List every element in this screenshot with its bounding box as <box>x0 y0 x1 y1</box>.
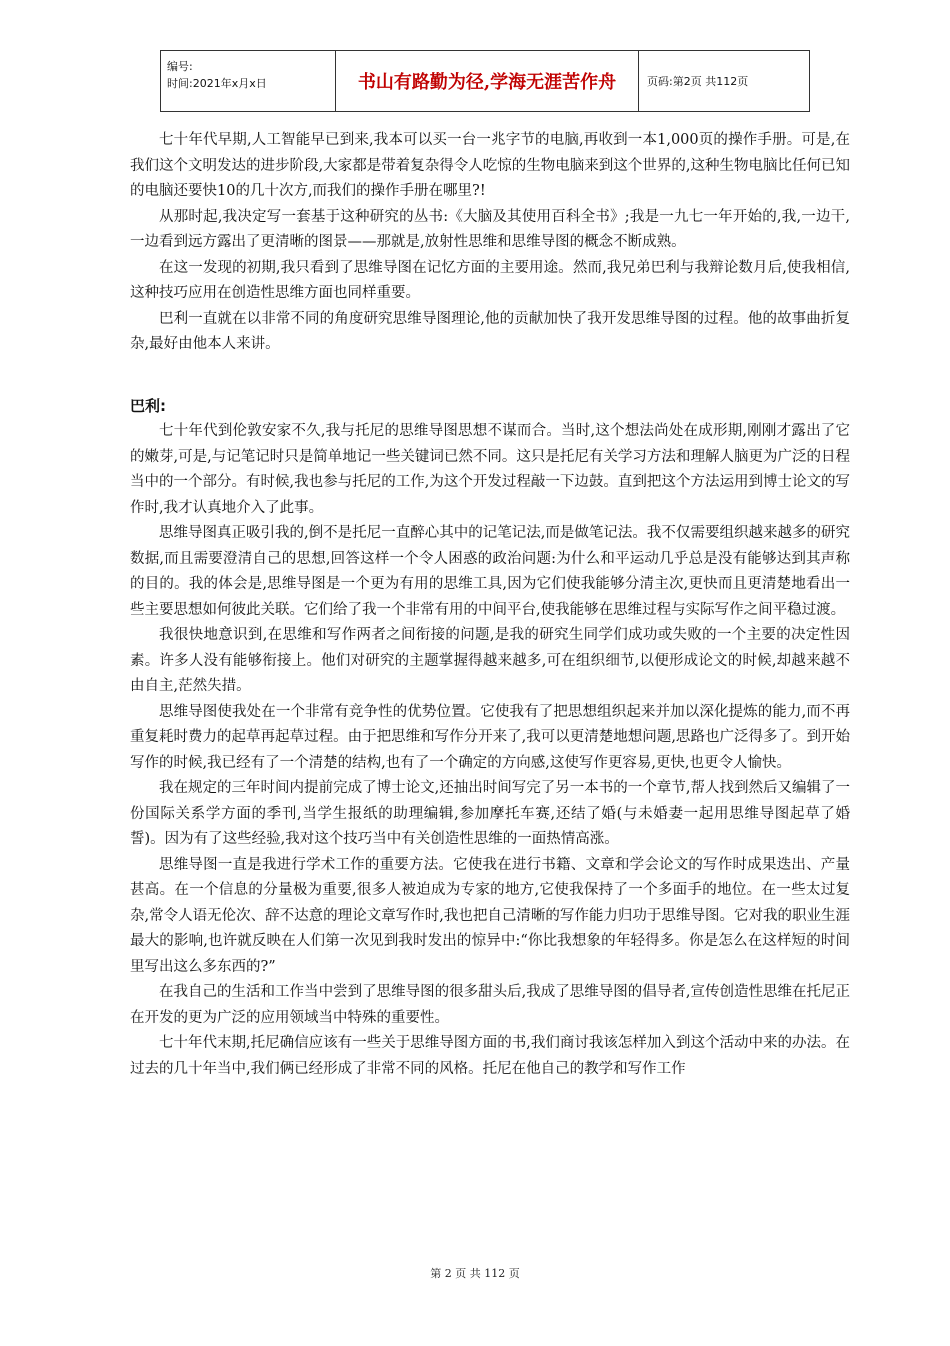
paragraph: 七十年代到伦敦安家不久,我与托尼的思维导图思想不谋而合。当时,这个想法尚处在成形期,刚刚才露出了它的嫩芽,可是,与记笔记时只是简单地记一些关键词已然不同。这只是托尼有关学习方法和理解人脑更为广泛的日程当中的一个部分。有时候,我也参与托尼的工作,为这个开发过程敲一下边鼓。直到把这个方法运用到博士论文的写作时,我才认真地介入了此事。 <box>130 423 850 516</box>
header-page-info: 页码:第2页 共112页 <box>639 51 810 112</box>
header-motto: 书山有路勤为径,学海无涯苦作舟 <box>336 51 639 112</box>
paragraph: 思维导图使我处在一个非常有竞争性的优势位置。它使我有了把思想组织起来并加以深化提炼的能力,而不再重复耗时费力的起草再起草过程。由于把思维和写作分开来了,我可以更清楚地想问题,思路也广泛得多了。到开始写作的时候,我已经有了一个清楚的结构,也有了一个确定的方向感,这使写作更容易,更快,也更令人愉快。 <box>130 703 850 771</box>
paragraph: 在我自己的生活和工作当中尝到了思维导图的很多甜头后,我成了思维导图的倡导者,宣传创造性思维在托尼正在开发的更为广泛的应用领域当中特殊的重要性。 <box>130 984 850 1026</box>
paragraph: 思维导图真正吸引我的,倒不是托尼一直醉心其中的记笔记法,而是做笔记法。我不仅需要组织越来越多的研究数据,而且需要澄清自己的思想,回答这样一个令人困惑的政治问题:为什么和平运动几乎总是没有能够达到其声称的目的。我的体会是,思维导图是一个更为有用的思维工具,因为它们使我能够分清主次,更快而且更清楚地看出一些主要思想如何彼此关联。它们给了我一个非常有用的中间平台,使我能够在思维过程与实际写作之间平稳过渡。 <box>130 525 850 618</box>
paragraph: 在这一发现的初期,我只看到了思维导图在记忆方面的主要用途。然而,我兄弟巴利与我辩论数月后,使我相信,这种技巧应用在创造性思维方面也同样重要。 <box>130 259 850 301</box>
page-footer: 第 2 页 共 112 页 <box>430 1267 520 1280</box>
paragraph: 七十年代早期,人工智能早已到来,我本可以买一台一兆字节的电脑,再收到一本1,000页的操作手册。可是,在我们这个文明发达的进步阶段,大家都是带着复杂得令人吃惊的生物电脑来到这个世界的,这种生物电脑比任何已知的电脑还要快10的几十次方,而我们的操作手册在哪里?! <box>130 132 850 199</box>
paragraph: 巴利一直就在以非常不同的角度研究思维导图理论,他的贡献加快了我开发思维导图的过程。他的故事曲折复杂,最好由他本人来讲。 <box>130 310 850 352</box>
paragraph: 我很快地意识到,在思维和写作两者之间衔接的问题,是我的研究生同学们成功或失败的一个主要的决定性因素。许多人没有能够衔接上。他们对研究的主题掌握得越来越多,可在组织细节,以便形成论文的时候,却越来越不由自主,茫然失措。 <box>130 627 850 694</box>
document-header <box>160 50 810 112</box>
number-label: 编号: <box>167 60 193 73</box>
time-label: 时间:2021年x月x日 <box>167 77 267 90</box>
paragraph: 思维导图一直是我进行学术工作的重要方法。它使我在进行书籍、文章和学会论文的写作时成果迭出、产量甚高。在一个信息的分量极为重要,很多人被迫成为专家的地方,它使我保持了一个多面手的地位。在一些太过复杂,常令人语无伦次、辞不达意的理论文章写作时,我也把自己清晰的写作能力归功于思维导图。它对我的职业生涯最大的影响,也许就反映在人们第一次见到我时发出的惊异中:“你比我想象的年轻得多。你是怎么在这样短的时间里写出这么多东西的?” <box>130 856 850 975</box>
section-heading: 巴利: <box>130 396 166 415</box>
paragraph: 七十年代末期,托尼确信应该有一些关于思维导图方面的书,我们商讨我该怎样加入到这个活动中来的办法。在过去的几十年当中,我们俩已经形成了非常不同的风格。托尼在他自己的教学和写作工作 <box>130 1035 850 1077</box>
paragraph: 从那时起,我决定写一套基于这种研究的丛书:《大脑及其使用百科全书》;我是一九七一年开始的,我,一边干,一边看到远方露出了更清晰的图景——那就是,放射性思维和思维导图的概念不断成熟。 <box>130 208 850 250</box>
document-body <box>130 128 850 1082</box>
paragraph: 我在规定的三年时间内提前完成了博士论文,还抽出时间写完了另一本书的一个章节,帮人找到然后又编辑了一份国际关系学方面的季刊,当学生报纸的助理编辑,参加摩托车赛,还结了婚(与未婚妻一起用思维导图起草了婚誓)。因为有了这些经验,我对这个技巧当中有关创造性思维的一面热情高涨。 <box>130 780 850 847</box>
header-meta <box>161 51 336 112</box>
